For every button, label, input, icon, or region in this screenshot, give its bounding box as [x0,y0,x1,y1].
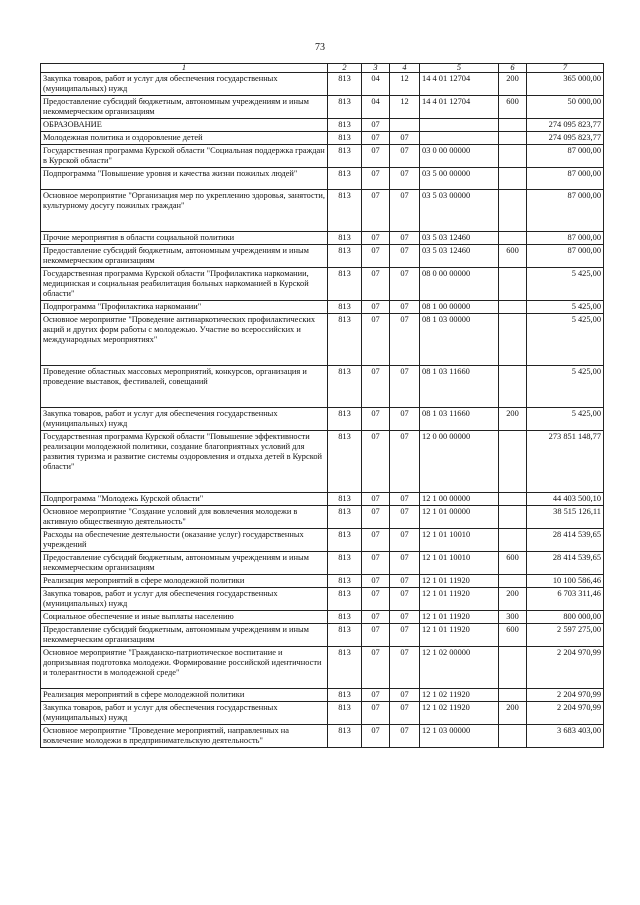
table-row [41,132,604,145]
row-target-code-cell: 12 1 00 00000 [420,493,499,506]
row-subsection-cell: 07 [390,245,420,268]
row-target-code-cell: 12 1 01 10010 [420,552,499,575]
table-row [41,588,604,611]
row-section-cell: 07 [362,506,390,529]
row-subsection-cell: 07 [390,647,420,689]
row-code-cell: 813 [328,702,362,725]
row-amount-cell: 5 425,00 [527,314,604,366]
row-section-cell: 07 [362,145,390,168]
row-target-code-cell: 12 1 01 00000 [420,506,499,529]
row-target-code-cell: 12 1 02 11920 [420,689,499,702]
row-name-cell: Закупка товаров, работ и услуг для обеспечения государственных (муниципальных) нужд [41,408,328,431]
table-row [41,245,604,268]
row-section-cell: 07 [362,232,390,245]
row-amount-cell: 5 425,00 [527,301,604,314]
row-code-cell: 813 [328,689,362,702]
row-subsection-cell: 07 [390,611,420,624]
row-section-cell: 07 [362,301,390,314]
table-row [41,268,604,301]
budget-table [40,63,604,748]
column-header: 1 [41,64,328,73]
row-code-cell: 813 [328,268,362,301]
table-row [41,552,604,575]
table-row [41,702,604,725]
row-expense-type-cell [499,145,527,168]
row-expense-type-cell [499,119,527,132]
row-code-cell: 813 [328,529,362,552]
row-amount-cell: 3 683 403,00 [527,725,604,748]
row-expense-type-cell [499,132,527,145]
row-subsection-cell: 07 [390,314,420,366]
row-target-code-cell: 12 1 01 11920 [420,575,499,588]
row-subsection-cell: 07 [390,408,420,431]
row-target-code-cell: 08 1 03 11660 [420,366,499,408]
row-name-cell: Закупка товаров, работ и услуг для обеспечения государственных (муниципальных) нужд [41,588,328,611]
row-name-cell: ОБРАЗОВАНИЕ [41,119,328,132]
row-subsection-cell: 07 [390,689,420,702]
row-name-cell: Расходы на обеспечение деятельности (оказание услуг) государственных учреждений [41,529,328,552]
row-subsection-cell: 07 [390,575,420,588]
row-name-cell: Подпрограмма "Повышение уровня и качества жизни пожилых людей" [41,168,328,190]
row-section-cell: 07 [362,611,390,624]
row-name-cell: Молодежная политика и оздоровление детей [41,132,328,145]
table-row [41,232,604,245]
row-expense-type-cell [499,232,527,245]
row-section-cell: 07 [362,314,390,366]
table-row [41,301,604,314]
row-amount-cell: 50 000,00 [527,96,604,119]
column-header: 5 [420,64,499,73]
table-row [41,725,604,748]
row-subsection-cell: 07 [390,725,420,748]
row-amount-cell: 10 100 586,46 [527,575,604,588]
row-target-code-cell: 08 1 03 00000 [420,314,499,366]
row-code-cell: 813 [328,132,362,145]
row-name-cell: Закупка товаров, работ и услуг для обеспечения государственных (муниципальных) нужд [41,73,328,96]
row-amount-cell: 38 515 126,11 [527,506,604,529]
row-expense-type-cell: 300 [499,611,527,624]
row-name-cell: Проведение областных массовых мероприятий, конкурсов, организация и проведение выставок, фестивалей, совещаний [41,366,328,408]
row-code-cell: 813 [328,168,362,190]
row-subsection-cell: 07 [390,366,420,408]
row-expense-type-cell [499,314,527,366]
row-target-code-cell: 12 1 01 11920 [420,588,499,611]
row-expense-type-cell [499,725,527,748]
row-section-cell: 07 [362,552,390,575]
row-amount-cell: 5 425,00 [527,408,604,431]
row-amount-cell: 274 095 823,77 [527,119,604,132]
row-target-code-cell: 14 4 01 12704 [420,73,499,96]
row-target-code-cell: 03 5 03 12460 [420,245,499,268]
row-name-cell: Основное мероприятие "Проведение антинаркотических профилактических акций и других форм работы с молодежью. Участие во всероссийских и международных мероприятиях" [41,314,328,366]
row-amount-cell: 5 425,00 [527,268,604,301]
row-name-cell: Подпрограмма "Профилактика наркомании" [41,301,328,314]
row-code-cell: 813 [328,366,362,408]
row-target-code-cell: 08 0 00 00000 [420,268,499,301]
row-expense-type-cell: 200 [499,702,527,725]
row-name-cell: Предоставление субсидий бюджетным, автономным учреждениям и иным некоммерческим организациям [41,96,328,119]
row-expense-type-cell [499,366,527,408]
row-name-cell: Предоставление субсидий бюджетным, автономным учреждениям и иным некоммерческим организациям [41,552,328,575]
row-expense-type-cell [499,268,527,301]
row-expense-type-cell [499,493,527,506]
row-section-cell: 07 [362,588,390,611]
row-section-cell: 07 [362,702,390,725]
row-code-cell: 813 [328,301,362,314]
table-row [41,529,604,552]
table-row [41,366,604,408]
row-section-cell: 07 [362,529,390,552]
row-section-cell: 07 [362,268,390,301]
table-row [41,145,604,168]
row-section-cell: 07 [362,689,390,702]
row-target-code-cell: 14 4 01 12704 [420,96,499,119]
row-amount-cell: 2 204 970,99 [527,647,604,689]
row-subsection-cell [390,119,420,132]
row-amount-cell: 28 414 539,65 [527,552,604,575]
row-code-cell: 813 [328,73,362,96]
row-expense-type-cell: 200 [499,588,527,611]
row-code-cell: 813 [328,624,362,647]
row-target-code-cell: 12 1 01 11920 [420,611,499,624]
row-code-cell: 813 [328,96,362,119]
page-number: 73 [315,42,325,53]
row-amount-cell: 28 414 539,65 [527,529,604,552]
row-name-cell: Основное мероприятие "Гражданско-патриотическое воспитание и допризывная подготовка молодежи. Формирование российской идентичности и толерантности в молодежной среде" [41,647,328,689]
row-subsection-cell: 07 [390,588,420,611]
row-section-cell: 07 [362,725,390,748]
row-amount-cell: 273 851 148,77 [527,431,604,493]
row-target-code-cell: 03 5 03 00000 [420,190,499,232]
row-code-cell: 813 [328,190,362,232]
row-subsection-cell: 07 [390,268,420,301]
table-row [41,689,604,702]
row-code-cell: 813 [328,493,362,506]
row-expense-type-cell [499,190,527,232]
row-subsection-cell: 07 [390,145,420,168]
column-header: 4 [390,64,420,73]
row-name-cell: Основное мероприятие "Организация мер по укреплению здоровья, занятости, культурному досугу пожилых граждан" [41,190,328,232]
row-code-cell: 813 [328,245,362,268]
table-row [41,575,604,588]
row-subsection-cell: 07 [390,702,420,725]
row-section-cell: 07 [362,431,390,493]
row-code-cell: 813 [328,119,362,132]
row-name-cell: Социальное обеспечение и иные выплаты населению [41,611,328,624]
row-name-cell: Предоставление субсидий бюджетным, автономным учреждениям и иным некоммерческим организациям [41,245,328,268]
row-subsection-cell: 07 [390,529,420,552]
row-expense-type-cell [499,689,527,702]
row-target-code-cell [420,119,499,132]
row-code-cell: 813 [328,575,362,588]
row-amount-cell: 800 000,00 [527,611,604,624]
row-expense-type-cell: 600 [499,624,527,647]
row-amount-cell: 87 000,00 [527,190,604,232]
row-code-cell: 813 [328,506,362,529]
row-amount-cell: 44 403 500,10 [527,493,604,506]
row-expense-type-cell [499,529,527,552]
row-target-code-cell: 08 1 03 11660 [420,408,499,431]
row-section-cell: 04 [362,73,390,96]
row-target-code-cell: 03 0 00 00000 [420,145,499,168]
row-code-cell: 813 [328,611,362,624]
row-code-cell: 813 [328,647,362,689]
row-expense-type-cell: 600 [499,245,527,268]
row-subsection-cell: 07 [390,624,420,647]
table-row [41,96,604,119]
row-target-code-cell [420,132,499,145]
column-header: 3 [362,64,390,73]
row-name-cell: Государственная программа Курской области "Повышение эффективности реализации молодежной политики, создание благоприятных условий для развития туризма и развитие системы оздоровления и отдыха детей в Курской области" [41,431,328,493]
row-target-code-cell: 12 1 02 11920 [420,702,499,725]
column-header: 7 [527,64,604,73]
row-amount-cell: 87 000,00 [527,145,604,168]
row-name-cell: Реализация мероприятий в сфере молодежной политики [41,689,328,702]
table-row [41,119,604,132]
table-row [41,647,604,689]
column-header: 6 [499,64,527,73]
column-header: 2 [328,64,362,73]
row-expense-type-cell [499,431,527,493]
row-section-cell: 07 [362,119,390,132]
row-amount-cell: 6 703 311,46 [527,588,604,611]
row-amount-cell: 87 000,00 [527,232,604,245]
row-code-cell: 813 [328,232,362,245]
row-expense-type-cell: 600 [499,96,527,119]
row-name-cell: Реализация мероприятий в сфере молодежной политики [41,575,328,588]
row-target-code-cell: 03 5 00 00000 [420,168,499,190]
row-target-code-cell: 12 1 01 11920 [420,624,499,647]
row-section-cell: 07 [362,408,390,431]
row-name-cell: Закупка товаров, работ и услуг для обеспечения государственных (муниципальных) нужд [41,702,328,725]
row-code-cell: 813 [328,408,362,431]
row-section-cell: 07 [362,190,390,232]
table-row [41,314,604,366]
table-row [41,624,604,647]
row-subsection-cell: 07 [390,190,420,232]
table-row [41,168,604,190]
table-row [41,190,604,232]
row-subsection-cell: 12 [390,96,420,119]
table-row [41,506,604,529]
row-expense-type-cell: 200 [499,73,527,96]
table-row [41,73,604,96]
row-name-cell: Государственная программа Курской области "Социальная поддержка граждан в Курской области" [41,145,328,168]
row-code-cell: 813 [328,431,362,493]
row-subsection-cell: 07 [390,431,420,493]
row-target-code-cell: 12 1 02 00000 [420,647,499,689]
row-expense-type-cell: 200 [499,408,527,431]
row-code-cell: 813 [328,588,362,611]
row-section-cell: 07 [362,575,390,588]
row-expense-type-cell: 600 [499,552,527,575]
row-code-cell: 813 [328,725,362,748]
row-expense-type-cell [499,647,527,689]
table-row [41,611,604,624]
row-subsection-cell: 07 [390,232,420,245]
row-amount-cell: 2 597 275,00 [527,624,604,647]
row-section-cell: 07 [362,366,390,408]
table-row [41,408,604,431]
row-target-code-cell: 03 5 03 12460 [420,232,499,245]
row-target-code-cell: 08 1 00 00000 [420,301,499,314]
row-section-cell: 07 [362,493,390,506]
row-name-cell: Предоставление субсидий бюджетным, автономным учреждениям и иным некоммерческим организациям [41,624,328,647]
row-amount-cell: 87 000,00 [527,168,604,190]
row-amount-cell: 2 204 970,99 [527,689,604,702]
row-subsection-cell: 12 [390,73,420,96]
row-subsection-cell: 07 [390,552,420,575]
row-name-cell: Подпрограмма "Молодежь Курской области" [41,493,328,506]
table-row [41,493,604,506]
row-target-code-cell: 12 0 00 00000 [420,431,499,493]
row-section-cell: 07 [362,647,390,689]
row-subsection-cell: 07 [390,168,420,190]
row-target-code-cell: 12 1 01 10010 [420,529,499,552]
row-amount-cell: 5 425,00 [527,366,604,408]
row-section-cell: 07 [362,168,390,190]
row-target-code-cell: 12 1 03 00000 [420,725,499,748]
row-expense-type-cell [499,301,527,314]
row-subsection-cell: 07 [390,132,420,145]
row-amount-cell: 87 000,00 [527,245,604,268]
row-name-cell: Основное мероприятие "Проведение мероприятий, направленных на вовлечение молодежи в предпринимательскую деятельность" [41,725,328,748]
row-amount-cell: 2 204 970,99 [527,702,604,725]
row-amount-cell: 365 000,00 [527,73,604,96]
row-subsection-cell: 07 [390,493,420,506]
row-name-cell: Основное мероприятие "Создание условий для вовлечения молодежи в активную общественную деятельность" [41,506,328,529]
row-section-cell: 07 [362,624,390,647]
row-code-cell: 813 [328,145,362,168]
row-section-cell: 04 [362,96,390,119]
row-section-cell: 07 [362,245,390,268]
row-expense-type-cell [499,168,527,190]
row-amount-cell: 274 095 823,77 [527,132,604,145]
row-name-cell: Прочие мероприятия в области социальной политики [41,232,328,245]
row-subsection-cell: 07 [390,506,420,529]
row-code-cell: 813 [328,552,362,575]
table-row [41,431,604,493]
row-section-cell: 07 [362,132,390,145]
row-expense-type-cell [499,575,527,588]
row-subsection-cell: 07 [390,301,420,314]
row-code-cell: 813 [328,314,362,366]
row-name-cell: Государственная программа Курской области "Профилактика наркомании, медицинская и социальная реабилитация больных наркоманией в Курской области" [41,268,328,301]
table-header-row [41,64,604,73]
row-expense-type-cell [499,506,527,529]
